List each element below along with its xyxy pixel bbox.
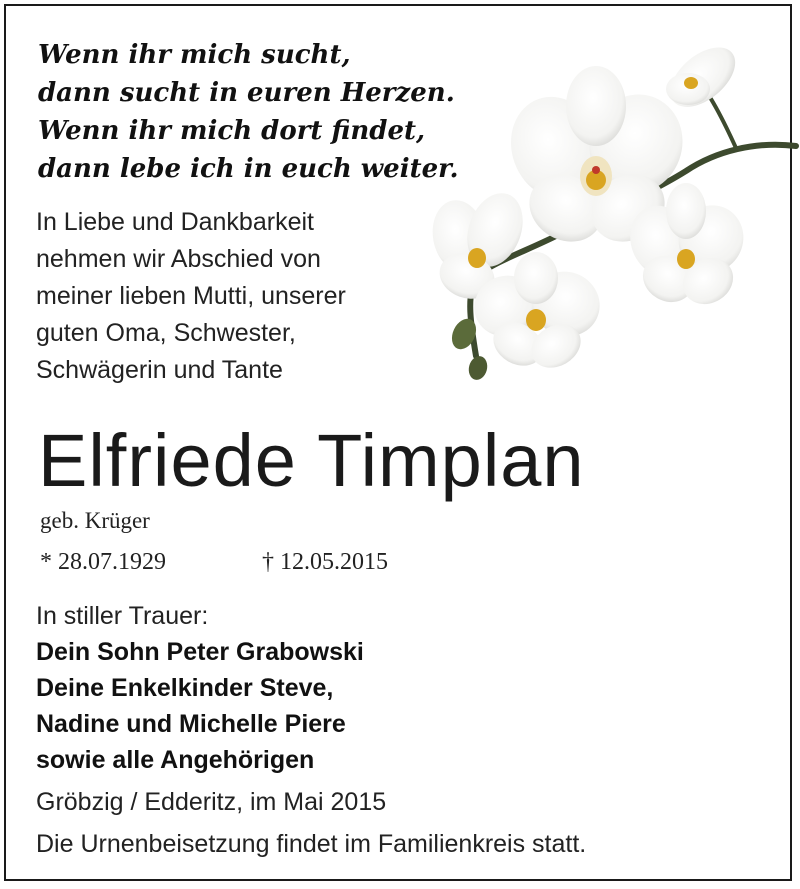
- intro-line: meiner lieben Mutti, unserer: [36, 282, 346, 310]
- mourner-line: Dein Sohn Peter Grabowski: [36, 638, 364, 666]
- farewell-intro: [36, 204, 346, 389]
- life-dates: [40, 546, 388, 578]
- poem: [38, 36, 459, 188]
- poem-line: Wenn ihr mich dort findet,: [38, 116, 426, 146]
- poem-line: dann sucht in euren Herzen.: [38, 78, 455, 108]
- death-date: † 12.05.2015: [262, 549, 388, 575]
- mourner-line: sowie alle Angehörigen: [36, 746, 315, 774]
- burial-note: Die Urnenbeisetzung findet im Familienkreis statt.: [36, 830, 587, 858]
- intro-line: Schwägerin und Tante: [36, 356, 283, 384]
- mourners-heading: In stiller Trauer:: [36, 602, 209, 630]
- deceased-name: Elfriede Timplan: [38, 419, 585, 502]
- poem-line: dann lebe ich in euch weiter.: [38, 154, 459, 184]
- birth-name: geb. Krüger: [40, 508, 150, 533]
- orchid-icon: [416, 36, 800, 382]
- intro-line: nehmen wir Abschied von: [36, 245, 321, 273]
- mourners: [36, 598, 364, 778]
- intro-line: In Liebe und Dankbarkeit: [36, 208, 314, 236]
- mourner-line: Deine Enkelkinder Steve,: [36, 674, 334, 702]
- obituary-notice: [4, 4, 792, 881]
- birth-date: * 28.07.1929: [40, 549, 166, 575]
- place-date: Gröbzig / Edderitz, im Mai 2015: [36, 788, 387, 816]
- poem-line: Wenn ihr mich sucht,: [38, 40, 351, 70]
- mourner-line: Nadine und Michelle Piere: [36, 710, 346, 738]
- intro-line: guten Oma, Schwester,: [36, 319, 296, 347]
